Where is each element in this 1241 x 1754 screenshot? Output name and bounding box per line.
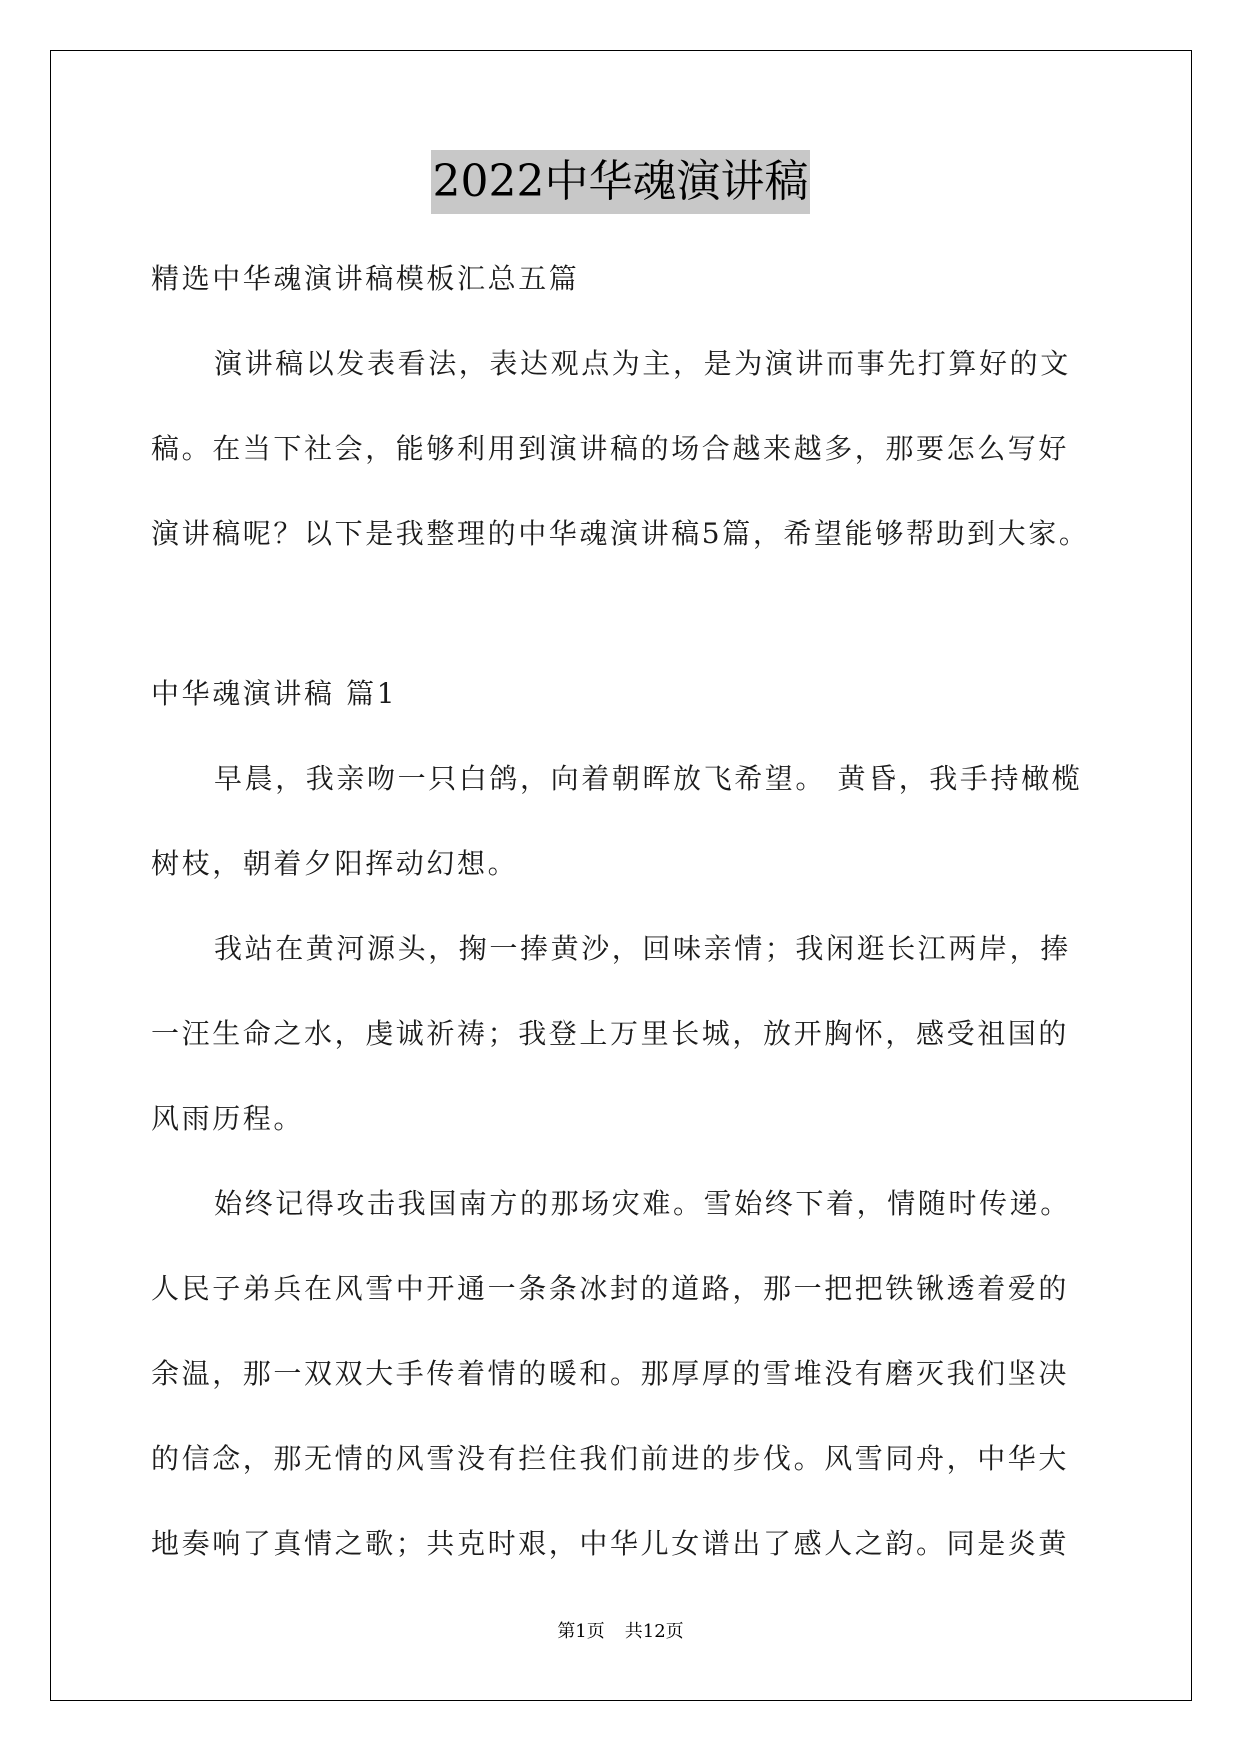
body-paragraph: 早晨，我亲吻一只白鸽，向着朝晖放飞希望。 黄昏，我手持橄榄树枝，朝着夕阳挥动幻想。 [151, 762, 1083, 880]
page-footer [0, 1620, 1241, 1644]
page-number: 第1页 [557, 1621, 605, 1642]
document-body [151, 236, 1091, 1586]
document-title: 2022中华魂演讲稿 [431, 150, 811, 214]
page-total: 共12页 [624, 1621, 684, 1642]
document-subtitle: 精选中华魂演讲稿模板汇总五篇 [151, 262, 580, 295]
body-paragraph: 始终记得攻击我国南方的那场灾难。雪始终下着，情随时传递。人民子弟兵在风雪中开通一条条冰封的道路，那一把把铁锹透着爱的余温，那一双双大手传着情的暖和。那厚厚的雪堆没有磨灭我们坚决的信念，那无情的风雪没有拦住我们前进的步伐。风雪同舟，中华大地奏响了真情之歌；共克时艰，中华儿女谱出了感人之韵。同是炎黄 [151, 1187, 1071, 1560]
title-container [0, 150, 1241, 214]
body-paragraph: 我站在黄河源头，掬一捧黄沙，回味亲情；我闲逛长江两岸，捧一汪生命之水，虔诚祈祷；我登上万里长城，放开胸怀，感受祖国的风雨历程。 [151, 932, 1071, 1135]
section-heading: 中华魂演讲稿 篇1 [151, 677, 398, 710]
intro-paragraph: 演讲稿以发表看法，表达观点为主，是为演讲而事先打算好的文稿。在当下社会，能够利用到演讲稿的场合越来越多，那要怎么写好演讲稿呢？以下是我整理的中华魂演讲稿5篇，希望能够帮助到大家。 [151, 347, 1090, 550]
